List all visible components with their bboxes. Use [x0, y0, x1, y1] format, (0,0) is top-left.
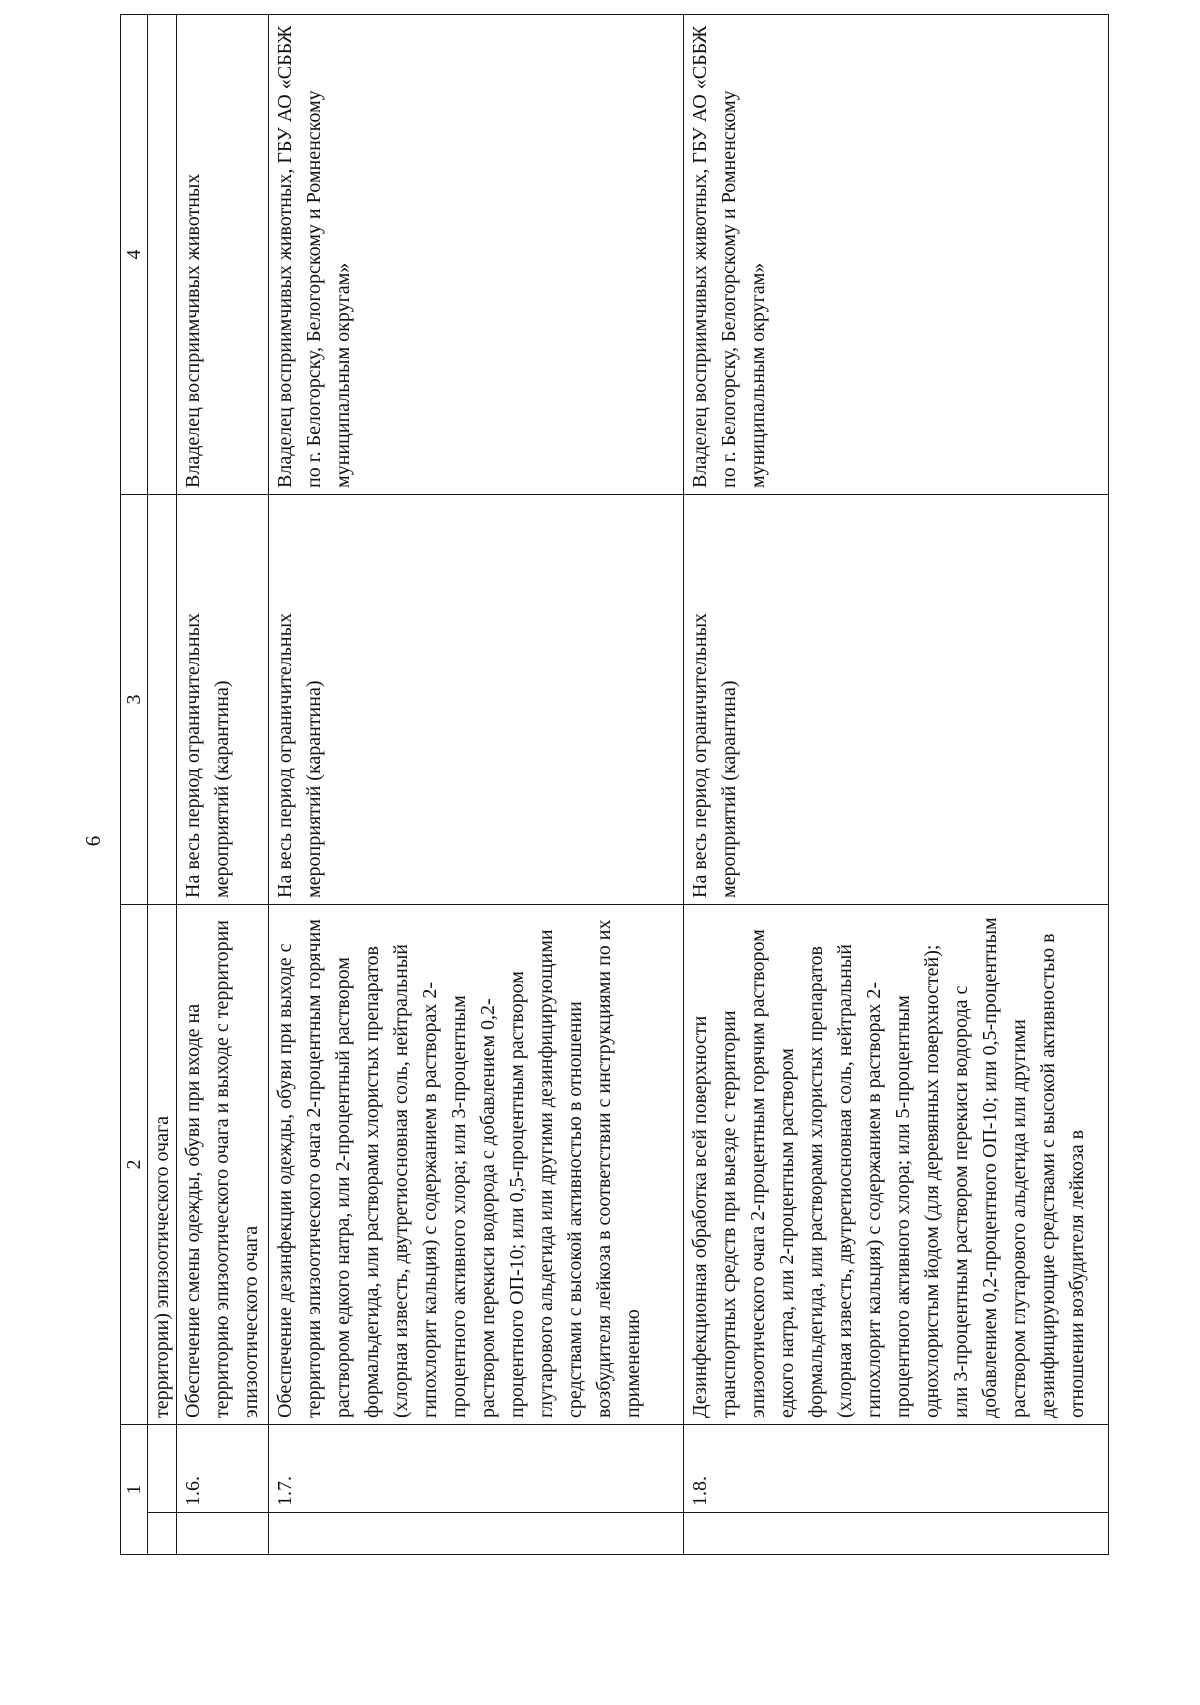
table-row	[684, 15, 1109, 1555]
measure-text: Дезинфекционная обработка всей поверхности транспортных средств при выезде с территории эпизоотического очага 2-процентным горячим раствором едкого натра, или 2-процентным раствором формальдегида, или растворами хлористых препаратов (хлорная известь, двутретиосновная соль, нейтральный гипохлорит кальция) с содержанием в растворах 2-процентного активного хлора; или 5-процентным однохлористым йодом (для деревянных поверхностей); или 3-процентным раствором перекиси водорода с добавлением 0,2-процентного ОП-10; или 0,5-процентным раствором глутарового альдегида или другими дезинфицирующие средствами с высокой активностью в отношении возбудителя лейкоза в	[684, 905, 1109, 1425]
continuation-text: территории) эпизоотического очага	[148, 905, 177, 1425]
table-row	[269, 15, 684, 1555]
header-col-2: 2	[121, 905, 148, 1425]
row-number: 1.7.	[269, 1425, 684, 1513]
rotated-table-wrapper	[120, 15, 1120, 1555]
table-cell-empty	[684, 1513, 1109, 1555]
continuation-row	[148, 15, 177, 1555]
table-header-row	[121, 15, 148, 1555]
header-col-1: 1	[121, 1425, 148, 1555]
measure-text: Обеспечение смены одежды, обуви при входе на территорию эпизоотического очага и выходе с территории эпизоотического очага	[177, 905, 269, 1425]
responsible-text: Владелец восприимчивых животных	[177, 15, 269, 495]
table-cell-empty	[148, 495, 177, 905]
header-col-4: 4	[121, 15, 148, 495]
responsible-text: Владелец восприимчивых животных, ГБУ АО «СББЖ по г. Белогорску, Белогорскому и Ромненскому муниципальным округам»	[269, 15, 684, 495]
page-number: 6	[81, 835, 105, 847]
measure-text: Обеспечение дезинфекции одежды, обуви при выходе с территории эпизоотического очага 2-процентным горячим раствором едкого натра, или 2-процентный раствором формальдегида, или растворами хлористых препаратов (хлорная известь, двутретиосновная соль, нейтральный гипохлорит кальция) с содержанием в растворах 2-процентного активного хлора; или 3-процентным раствором перекиси водорода с добавлением 0,2-процентного ОП-10; или 0,5-процентным раствором глутарового альдегида или другими дезинфицирующими средствами с высокой активностью в отношении возбудителя лейкоза в соответствии с инструкциями по их применению	[269, 905, 684, 1425]
period-text: На весь период ограничительных мероприятий (карантина)	[177, 495, 269, 905]
period-text: На весь период ограничительных мероприятий (карантина)	[269, 495, 684, 905]
table-cell-empty	[148, 15, 177, 495]
table-cell-empty	[148, 1425, 177, 1513]
table-cell-empty	[177, 1513, 269, 1555]
header-col-3: 3	[121, 495, 148, 905]
period-text: На весь период ограничительных мероприятий (карантина)	[684, 495, 1109, 905]
measures-table	[120, 14, 1109, 1555]
row-number: 1.6.	[177, 1425, 269, 1513]
responsible-text: Владелец восприимчивых животных, ГБУ АО «СББЖ по г. Белогорску, Белогорскому и Ромненскому муниципальным округам»	[684, 15, 1109, 495]
row-number: 1.8.	[684, 1425, 1109, 1513]
table-cell-empty	[148, 1513, 177, 1555]
table-row	[177, 15, 269, 1555]
table-cell-empty	[269, 1513, 684, 1555]
